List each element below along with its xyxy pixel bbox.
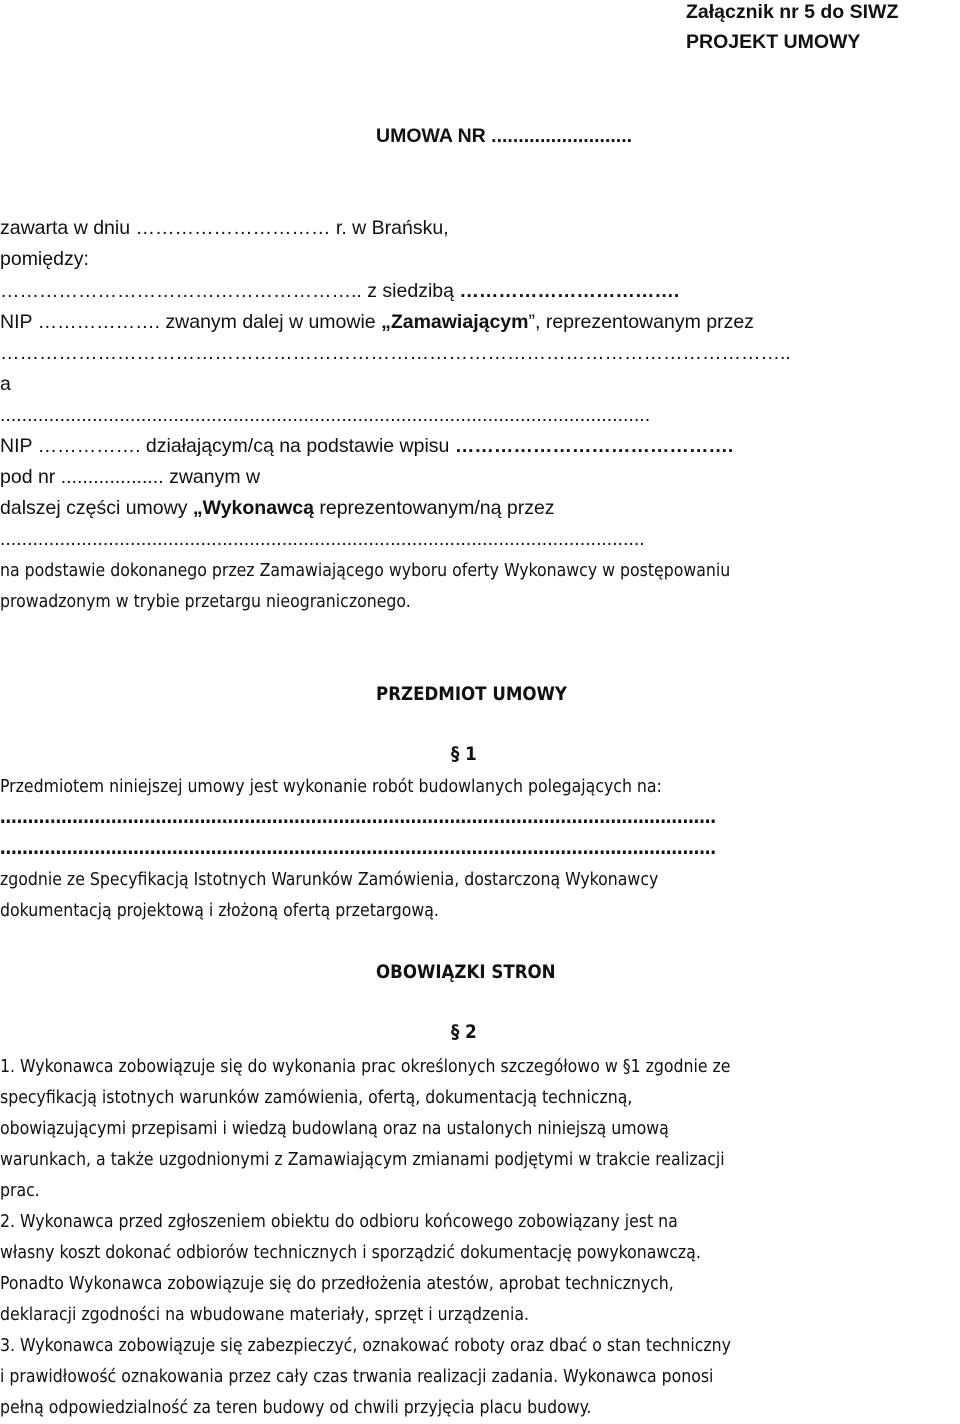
attachment-label: Załącznik nr 5 do SIWZ — [686, 1, 899, 23]
section1-line2: zgodnie ze Specyfikacją Istotnych Warunków Zamówienia, dostarczoną Wykonawcy — [0, 870, 659, 890]
section2-line: obowiązującymi przepisami i wiedzą budowlaną oraz na ustalonych niniejszą umową — [0, 1119, 669, 1139]
section2-heading: OBOWIĄZKI STRON — [376, 962, 556, 983]
section1-line3: dokumentacją projektową i złożoną ofertą przetargową. — [0, 901, 439, 921]
section2-line: warunkach, a także uzgodnionymi z Zamawiającym zmianami podjętymi w trakcie realizacji — [0, 1150, 725, 1170]
section2-line: specyfikacją istotnych warunków zamówienia, ofertą, dokumentacją techniczną, — [0, 1088, 633, 1108]
section2-line: i prawidłowość oznakowania przez cały czas trwania realizacji zadania. Wykonawca ponosi — [0, 1367, 714, 1387]
intro-representative-blank: ………………………………………………………………………………………………………….. — [0, 342, 791, 364]
section2-line: 1. Wykonawca zobowiązuje się do wykonania prac określonych szczegółowo w §1 zgodnie ze — [0, 1057, 731, 1077]
section2-line: Ponadto Wykonawca zobowiązuje się do przedłożenia atestów, aprobat technicznych, — [0, 1274, 674, 1294]
intro-party1-nip: NIP ………………. zwanym dalej w umowie „Zamawiającym”, reprezentowanym przez — [0, 311, 754, 333]
intro-date-line: zawarta w dniu ………………………… r. w Brańsku, — [0, 217, 449, 239]
section2-line: 2. Wykonawca przed zgłoszeniem obiektu do odbioru końcowego zobowiązany jest na — [0, 1212, 678, 1232]
contract-title: UMOWA NR .......................... — [376, 125, 633, 147]
section2-line: deklaracji zgodności na wbudowane materiały, sprzęt i urządzenia. — [0, 1305, 529, 1325]
section2-line: własny koszt dokonać odbiorów technicznych i sporządzić dokumentację powykonawczą. — [0, 1243, 701, 1263]
intro-between: pomiędzy: — [0, 248, 89, 270]
intro-contractor-label: dalszej części umowy „Wykonawcą reprezentowanym/ną przez — [0, 497, 555, 519]
section1-heading: PRZEDMIOT UMOWY — [376, 684, 567, 705]
intro-party2-nip: NIP ……………. działającym/cą na podstawie wpisu ……………………………………. — [0, 435, 734, 457]
section1-paragraph-mark: § 1 — [451, 744, 477, 765]
section2-line: prac. — [0, 1181, 40, 1201]
section1-blank2: ………………………………………………………………………………………………………………… — [0, 838, 716, 859]
intro-party1-seat: ……………………………………………….. z siedzibą ……………………………. — [0, 280, 680, 302]
intro-register-number: pod nr ................... zwanym w — [0, 466, 261, 488]
intro-basis-line2: prowadzonym w trybie przetargu nieograniczonego. — [0, 592, 411, 612]
section2-line: 3. Wykonawca zobowiązuje się zabezpieczyć, oznakować roboty oraz dbać o stan techniczny — [0, 1336, 731, 1356]
intro-and: a — [0, 373, 11, 395]
intro-basis-line1: na podstawie dokonanego przez Zamawiającego wyboru oferty Wykonawcy w postępowaniu — [0, 561, 731, 581]
section2-paragraph-mark: § 2 — [451, 1022, 477, 1043]
intro-contractor-rep-blank: ....................................................................................................................... — [0, 528, 645, 550]
section1-blank1: ………………………………………………………………………………………………………………… — [0, 807, 716, 828]
project-label: PROJEKT UMOWY — [686, 31, 861, 53]
section1-line1: Przedmiotem niniejszej umowy jest wykonanie robót budowlanych polegających na: — [0, 777, 662, 797]
intro-party2-blank: ........................................................................................................................ — [0, 404, 651, 426]
section2-line: pełną odpowiedzialność za teren budowy od chwili przyjęcia placu budowy. — [0, 1398, 592, 1418]
